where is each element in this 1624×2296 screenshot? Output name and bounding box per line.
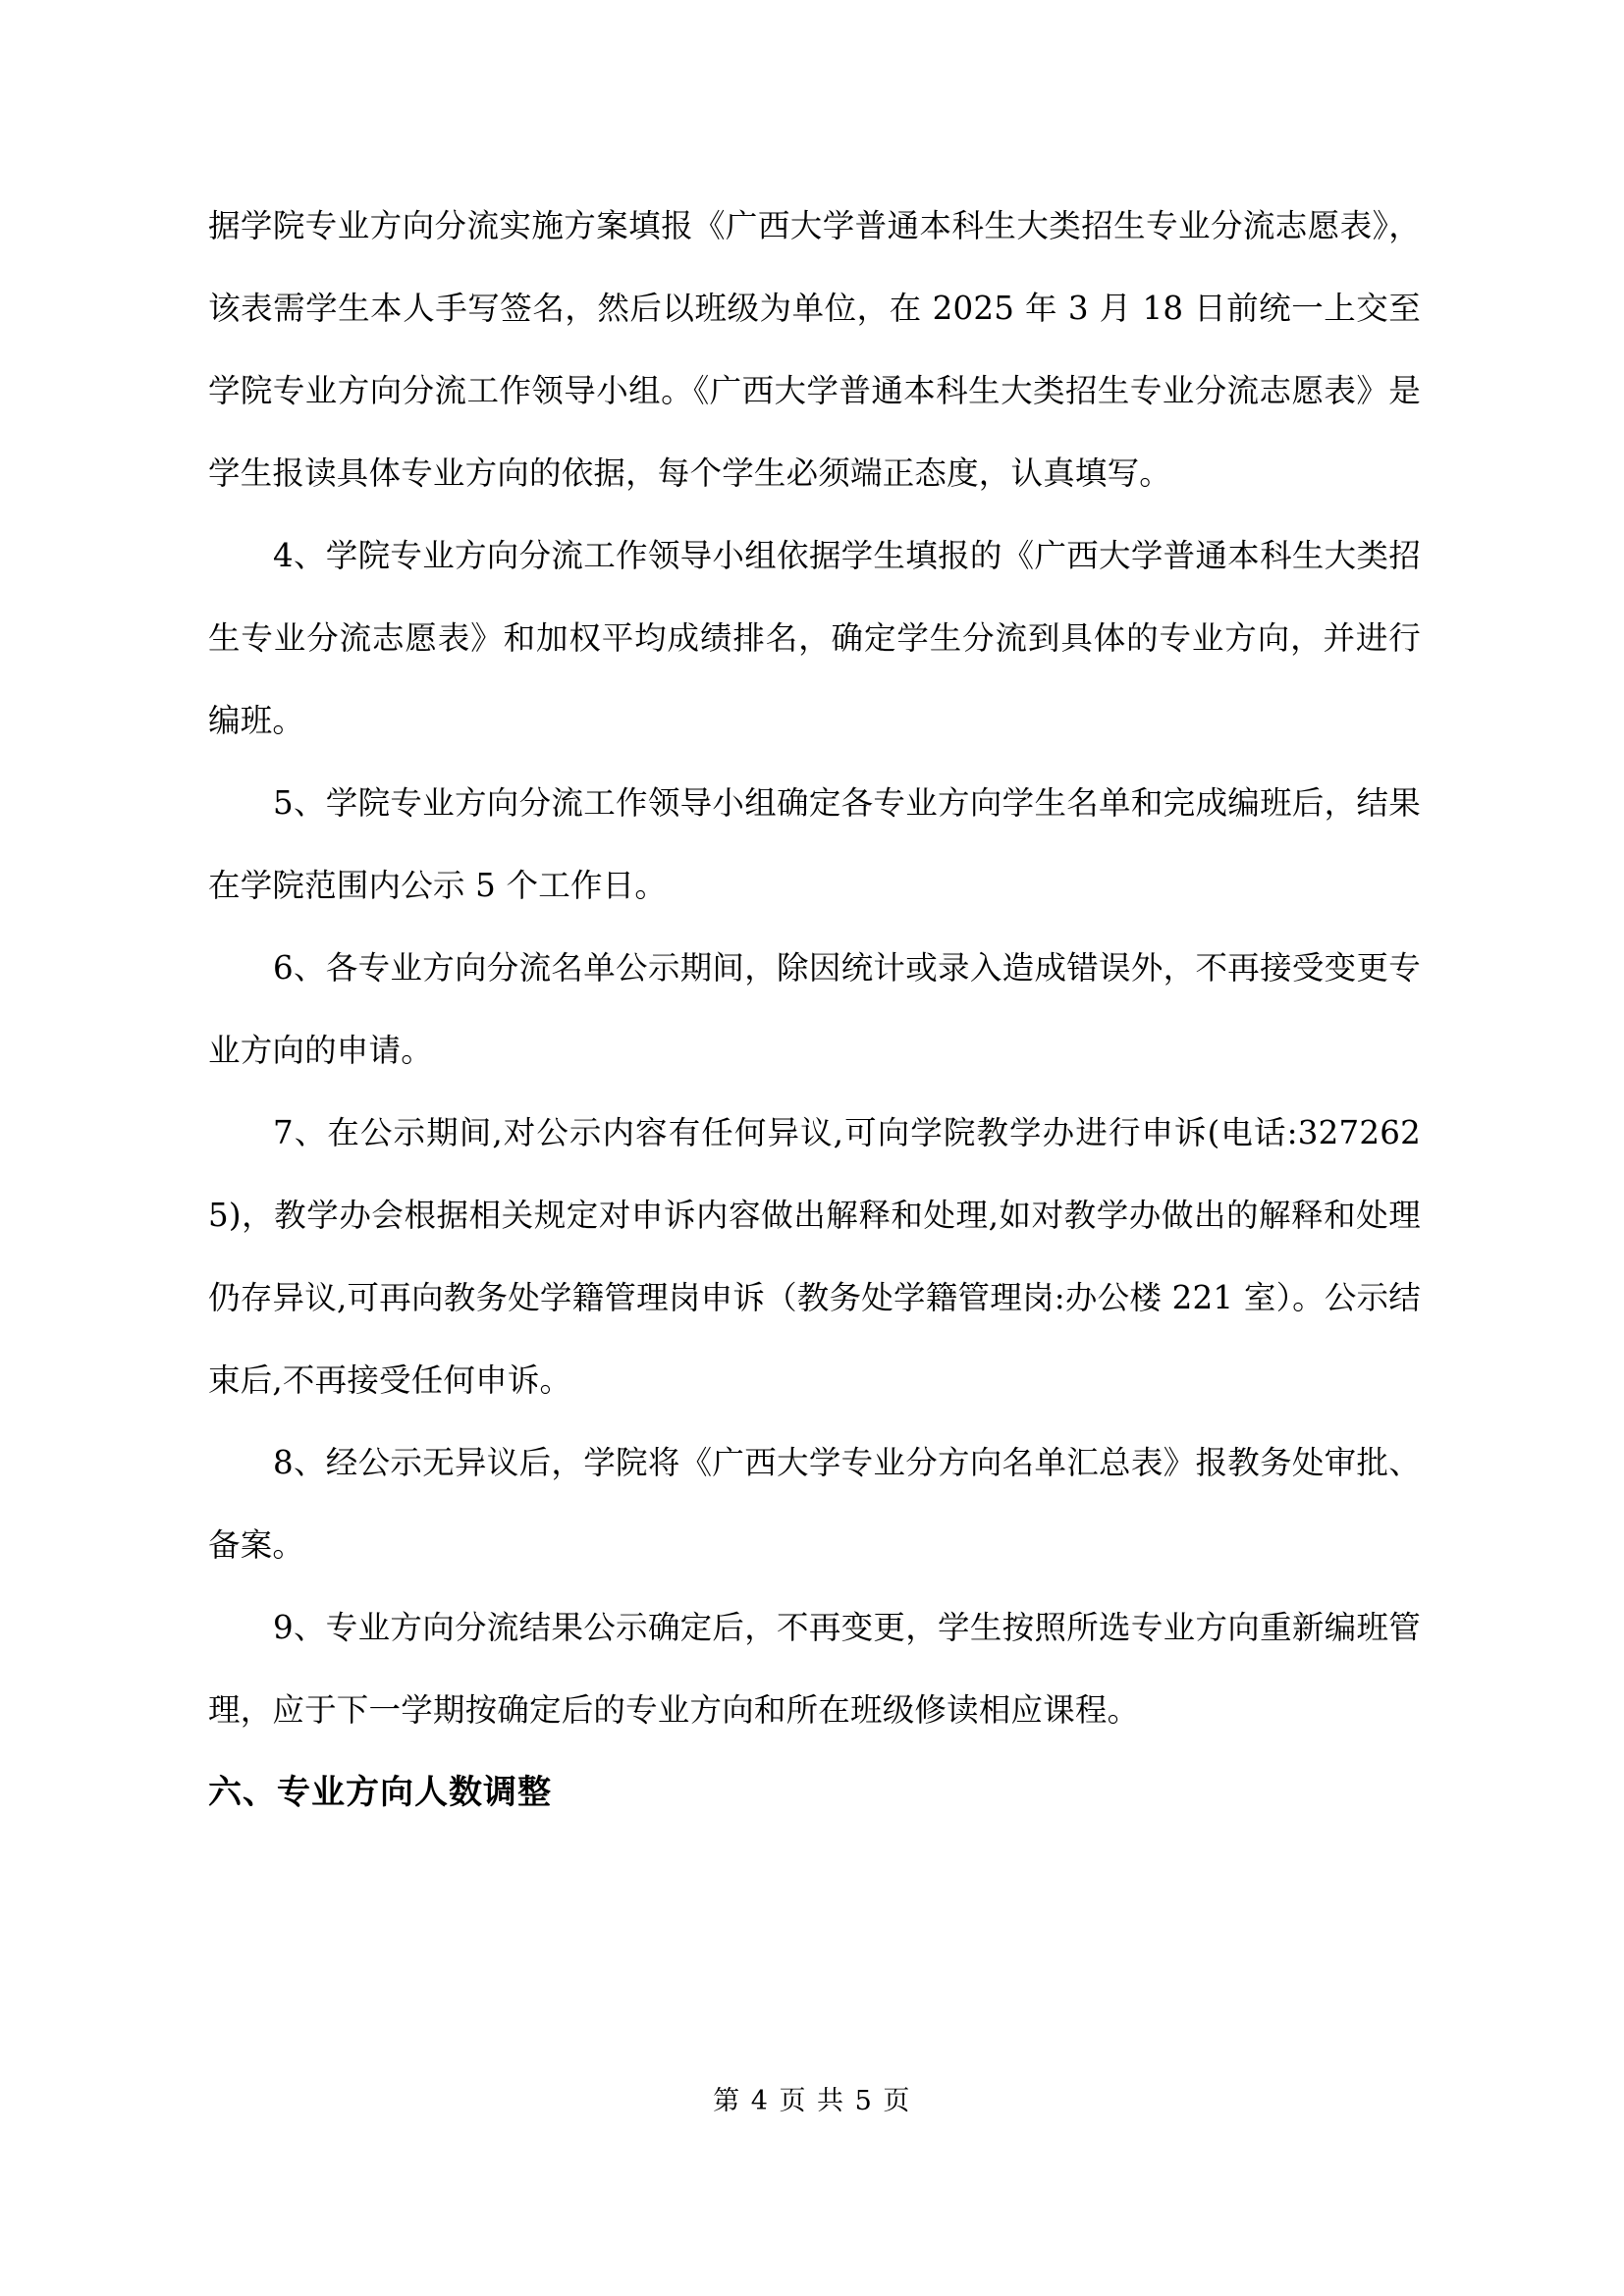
paragraph-item-5: 5、学院专业方向分流工作领导小组确定各专业方向学生名单和完成编班后，结果在学院范围内公示 5 个工作日。 [208,784,1421,904]
page-footer: 第 4 页 共 5 页 [713,2086,911,2116]
paragraph-item-9: 9、专业方向分流结果公示确定后，不再变更，学生按照所选专业方向重新编班管理，应于下一学期按确定后的专业方向和所在班级修读相应课程。 [208,1609,1421,1729]
paragraph-item-6: 6、各专业方向分流名单公示期间，除因统计或录入造成错误外，不再接受变更专业方向的申请。 [208,949,1421,1069]
paragraph-item-7: 7、在公示期间,对公示内容有任何异议,可向学院教学办进行申诉(电话:3272625)，教学办会根据相关规定对申诉内容做出解释和处理,如对教学办做出的解释和处理仍存异议,可再向教务处学籍管理岗申诉（教务处学籍管理岗:办公楼 221 室）。公示结束后,不再接受任何申诉。 [208,1114,1421,1399]
paragraph-item-4: 4、学院专业方向分流工作领导小组依据学生填报的《广西大学普通本科生大类招生专业分流志愿表》和加权平均成绩排名，确定学生分流到具体的专业方向，并进行编班。 [208,537,1421,739]
paragraph-continuation: 据学院专业方向分流实施方案填报《广西大学普通本科生大类招生专业分流志愿表》，该表需学生本人手写签名，然后以班级为单位，在 2025 年 3 月 18 日前统一上交至学院专业方向分流工作领导小组。《广西大学普通本科生大类招生专业分流志愿表》是学生报读具体专业方向的依据，每个学生必须端正态度，认真填写。 [208,207,1421,492]
page-content [208,185,1421,1834]
section-heading: 六、专业方向人数调整 [208,1773,552,1812]
paragraph-item-8: 8、经公示无异议后，学院将《广西大学专业分方向名单汇总表》报教务处审批、备案。 [208,1444,1421,1564]
